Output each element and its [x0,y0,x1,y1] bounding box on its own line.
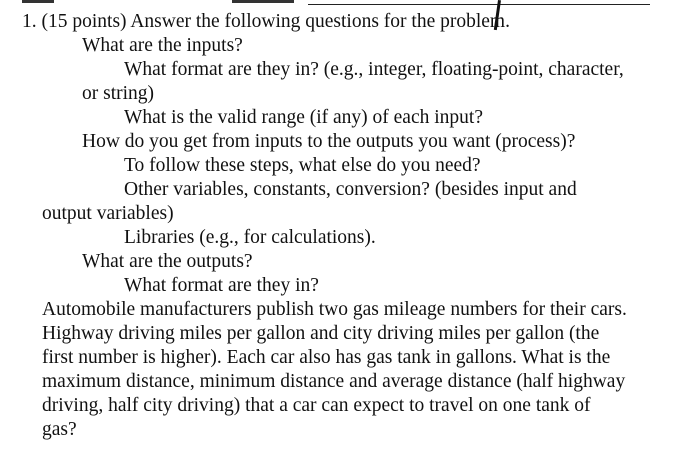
horizontal-rule [308,4,650,5]
question-line: What are the inputs? [82,35,243,56]
question-line: What format are they in? [124,275,319,296]
question-line: What format are they in? (e.g., integer, floating-point, character, [124,59,624,80]
question-line: How do you get from inputs to the outputs you want (process)? [82,131,576,152]
problem-line: first number is higher). Each car also has gas tank in gallons. What is the [42,347,611,368]
question-line: Libraries (e.g., for calculations). [124,227,376,248]
question-line: or string) [82,83,155,104]
cropped-text-fragment [22,0,54,3]
cropped-text-fragment [232,0,294,3]
problem-line: Automobile manufacturers publish two gas mileage numbers for their cars. [42,299,627,320]
question-line: What is the valid range (if any) of each input? [124,107,483,128]
question-header: 1. (15 points) Answer the following questions for the problem. [22,11,510,32]
question-line: What are the outputs? [82,251,253,272]
problem-line: Highway driving miles per gallon and city driving miles per gallon (the [42,323,600,344]
problem-line: gas? [42,419,77,440]
problem-line: maximum distance, minimum distance and average distance (half highway [42,371,626,392]
question-line: Other variables, constants, conversion? (besides input and [124,179,577,200]
question-line: output variables) [42,203,174,224]
problem-line: driving, half city driving) that a car can expect to travel on one tank of [42,395,591,416]
question-line: To follow these steps, what else do you need? [124,155,481,176]
